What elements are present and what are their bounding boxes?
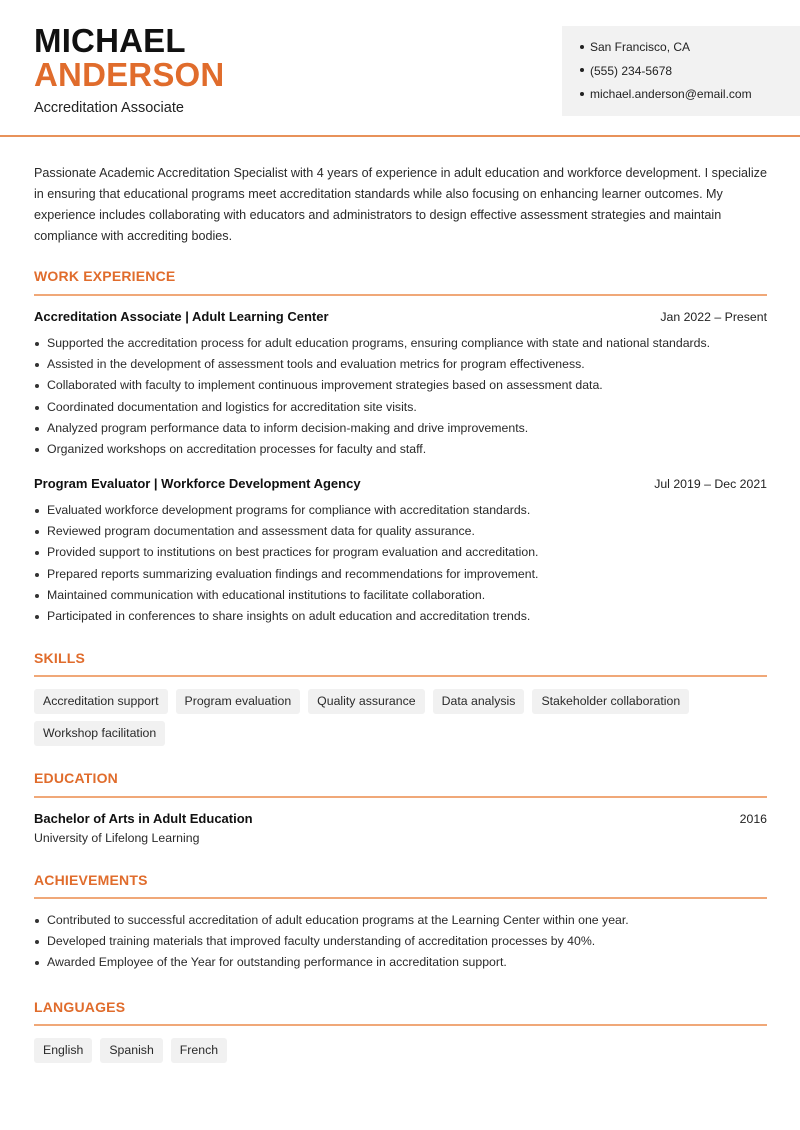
job-bullets: [34, 333, 767, 460]
contact-location: [580, 36, 800, 60]
job-title: Accreditation Associate: [34, 100, 184, 116]
section-divider: [34, 294, 767, 296]
list-item: Assisted in the development of assessment tools and evaluation metrics for program effectiveness.: [34, 354, 767, 375]
job-date: Jul 2019 – Dec 2021: [654, 477, 767, 491]
section-title-education: EDUCATION: [34, 770, 118, 786]
contact-phone: [580, 60, 800, 84]
list-item: Collaborated with faculty to implement continuous improvement strategies based on assessment data.: [34, 375, 767, 396]
list-item: Maintained communication with educational institutions to facilitate collaboration.: [34, 585, 767, 606]
list-item: Analyzed program performance data to inform decision-making and drive improvements.: [34, 418, 767, 439]
section-divider: [34, 796, 767, 798]
first-name: MICHAEL: [34, 22, 186, 59]
list-item: Participated in conferences to share insights on adult education and accreditation trends.: [34, 606, 767, 627]
section-title-languages: LANGUAGES: [34, 999, 126, 1015]
achievement-bullets: [34, 910, 767, 974]
skill-chip: Program evaluation: [176, 689, 301, 714]
skills-chips: [34, 689, 774, 753]
language-chip: English: [34, 1038, 92, 1063]
bullet-dot-icon: [580, 68, 584, 72]
section-divider: [34, 1024, 767, 1026]
list-item: Prepared reports summarizing evaluation findings and recommendations for improvement.: [34, 564, 767, 585]
resume-header: [0, 0, 800, 137]
list-item: Reviewed program documentation and assessment data for quality assurance.: [34, 521, 767, 542]
section-title-work: WORK EXPERIENCE: [34, 268, 176, 284]
education-school: University of Lifelong Learning: [34, 831, 200, 845]
education-year: 2016: [739, 812, 767, 826]
job-role: Accreditation Associate | Adult Learning Center: [34, 309, 329, 324]
job-header: [34, 476, 767, 494]
contact-box: [562, 26, 800, 116]
list-item: Contributed to successful accreditation of adult education programs at the Learning Center within one year.: [34, 910, 767, 931]
section-title-achievements: ACHIEVEMENTS: [34, 872, 148, 888]
skill-chip: Data analysis: [433, 689, 525, 714]
education-degree: Bachelor of Arts in Adult Education: [34, 811, 253, 826]
language-chip: Spanish: [100, 1038, 162, 1063]
bullet-dot-icon: [580, 45, 584, 49]
last-name: ANDERSON: [34, 56, 225, 93]
list-item: Organized workshops on accreditation processes for faculty and staff.: [34, 439, 767, 460]
contact-email: [580, 83, 800, 107]
section-divider: [34, 897, 767, 899]
language-chips: [34, 1038, 774, 1070]
section-divider: [34, 675, 767, 677]
skill-chip: Stakeholder collaboration: [532, 689, 689, 714]
section-title-skills: SKILLS: [34, 650, 85, 666]
contact-email-text: michael.anderson@email.com: [590, 87, 752, 101]
summary-paragraph: Passionate Academic Accreditation Specialist with 4 years of experience in adult education and workforce development. I specialize in ensuring that educational programs meet accreditation standards while also focusing on enhancing learner outcomes. My experience includes collaborating with educators and administrators to design effective assessment strategies and maintain compliance with accrediting bodies.: [34, 166, 767, 243]
skill-chip: Accreditation support: [34, 689, 168, 714]
list-item: Supported the accreditation process for adult education programs, ensuring compliance with state and national standards.: [34, 333, 767, 354]
list-item: Coordinated documentation and logistics for accreditation site visits.: [34, 397, 767, 418]
job-header: [34, 309, 767, 327]
language-chip: French: [171, 1038, 227, 1063]
bullet-dot-icon: [580, 92, 584, 96]
header-divider: [0, 135, 800, 137]
list-item: Provided support to institutions on best practices for program evaluation and accreditation.: [34, 542, 767, 563]
list-item: Awarded Employee of the Year for outstanding performance in accreditation support.: [34, 952, 767, 973]
list-item: Developed training materials that improved faculty understanding of accreditation processes by 40%.: [34, 931, 767, 952]
job-date: Jan 2022 – Present: [660, 310, 767, 324]
job-bullets: [34, 500, 767, 627]
contact-phone-text: (555) 234-5678: [590, 63, 673, 78]
list-item: Evaluated workforce development programs for compliance with accreditation standards.: [34, 500, 767, 521]
contact-location-text: San Francisco, CA: [590, 40, 691, 54]
job-role: Program Evaluator | Workforce Development Agency: [34, 476, 361, 491]
skill-chip: Quality assurance: [308, 689, 424, 714]
skill-chip: Workshop facilitation: [34, 721, 165, 746]
